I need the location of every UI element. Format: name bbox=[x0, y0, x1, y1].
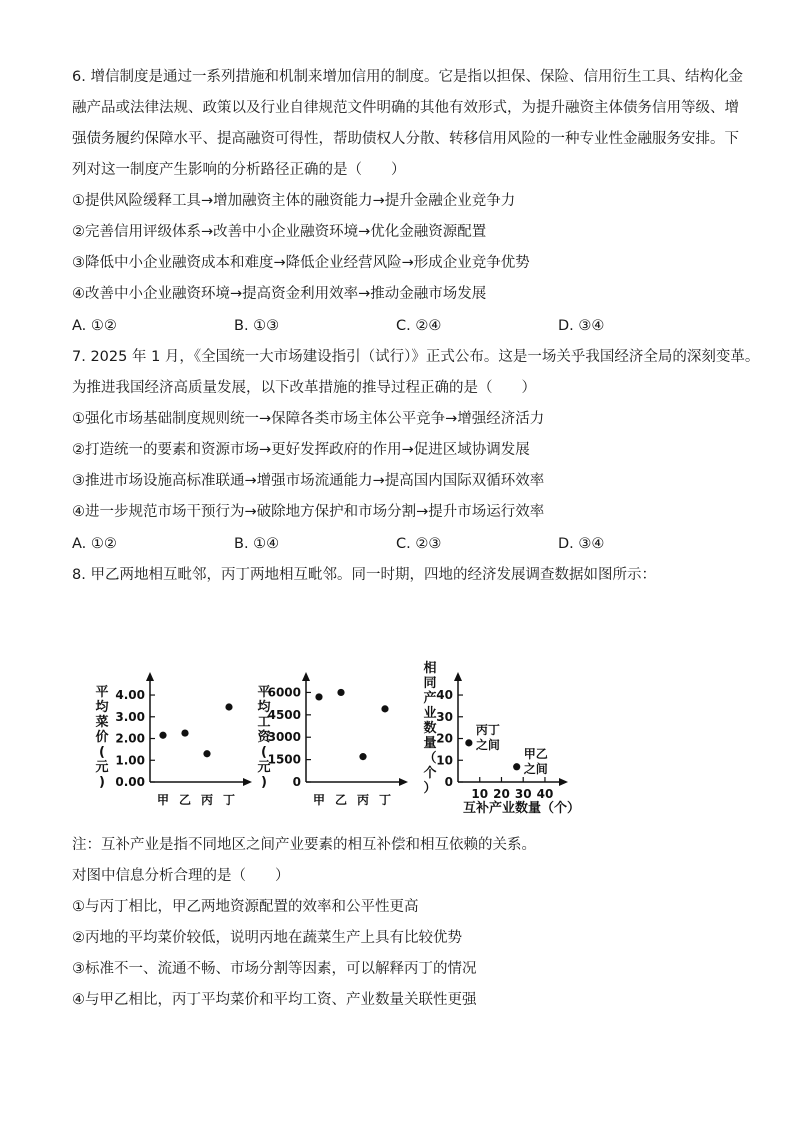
chart3-x-arrow bbox=[559, 778, 568, 786]
chart3-xtick-label: 40 bbox=[536, 787, 554, 801]
chart3-point bbox=[513, 763, 520, 770]
chart2-xtick-label: 甲 bbox=[312, 793, 326, 807]
chart1-ylabel: 平均菜价(元) bbox=[95, 685, 109, 790]
chart1-ytick-label: 3.00 bbox=[115, 709, 145, 724]
question-8-item: ②丙地的平均菜价较低，说明丙地在蔬菜生产上具有比较优势 bbox=[72, 930, 462, 946]
chart2-point bbox=[359, 753, 366, 760]
question-6-item: ④改善中小企业融资环境→提高资金利用效率→推动金融市场发展 bbox=[72, 286, 487, 302]
question-7-item: ③推进市场设施高标准联通→增强市场流通能力→提高国内国际双循环效率 bbox=[72, 473, 545, 489]
question-8-body bbox=[72, 830, 727, 1016]
chart1-point bbox=[225, 703, 232, 710]
chart1-xtick-label: 丁 bbox=[222, 793, 236, 807]
chart3-xtick-label: 20 bbox=[493, 787, 510, 801]
chart1-x-arrow bbox=[243, 778, 252, 786]
question-8-charts bbox=[0, 640, 794, 825]
chart2-ylabel: 平均工资(元) bbox=[257, 685, 271, 790]
chart2-ytick-label: 1500 bbox=[267, 752, 301, 767]
question-8-item: ①与丙丁相比，甲乙两地资源配置的效率和公平性更高 bbox=[72, 899, 419, 915]
question-7-options bbox=[72, 536, 727, 560]
chart1-point bbox=[203, 750, 210, 757]
chart3-xlabel: 互补产业数量（个） bbox=[463, 801, 581, 816]
chart1-ytick-label: 2.00 bbox=[115, 731, 145, 746]
chart3-xtick-label: 10 bbox=[471, 787, 489, 801]
chart3-point-label: 之间 bbox=[523, 761, 548, 776]
question-7-line: 为推进我国经济高质量发展，以下改革措施的推导过程正确的是（ ） bbox=[72, 380, 536, 396]
chart2-xtick-label: 丙 bbox=[356, 793, 370, 807]
option-a[interactable]: A. ①② bbox=[72, 318, 117, 334]
option-b[interactable]: B. ①③ bbox=[234, 318, 280, 334]
chart-industry-counts bbox=[423, 660, 580, 816]
chart3-y-arrow bbox=[454, 672, 462, 681]
chart-average-vegetable-price bbox=[95, 672, 252, 807]
chart3-ylabel: 相同产业数量（个） bbox=[423, 661, 437, 796]
chart1-xtick-label: 乙 bbox=[178, 793, 192, 807]
chart1-point bbox=[181, 729, 188, 736]
option-d[interactable]: D. ③④ bbox=[558, 318, 605, 334]
option-c[interactable]: C. ②④ bbox=[396, 318, 442, 334]
question-7-item: ①强化市场基础制度规则统一→保障各类市场主体公平竞争→增强经济活力 bbox=[72, 411, 545, 427]
question-6-item: ②完善信用评级体系→改善中小企业融资环境→优化金融资源配置 bbox=[72, 224, 487, 240]
question-6-line: 强债务履约保障水平、提高融资可得性，帮助债权人分散、转移信用风险的一种专业性金融服务安排。下 bbox=[72, 131, 739, 147]
option-a[interactable]: A. ①② bbox=[72, 536, 117, 552]
chart1-xtick-label: 丙 bbox=[200, 793, 214, 807]
question-6-options bbox=[72, 318, 727, 342]
option-c[interactable]: C. ②③ bbox=[396, 536, 442, 552]
question-7-stem bbox=[72, 342, 760, 528]
option-d[interactable]: D. ③④ bbox=[558, 536, 605, 552]
chart3-point-label: 之间 bbox=[475, 737, 500, 752]
question-6-item: ③降低中小企业融资成本和难度→降低企业经营风险→形成企业竞争优势 bbox=[72, 255, 530, 271]
question-8-item: ④与甲乙相比，丙丁平均菜价和平均工资、产业数量关联性更强 bbox=[72, 992, 477, 1008]
option-b[interactable]: B. ①④ bbox=[234, 536, 280, 552]
chart2-ytick-label: 3000 bbox=[267, 730, 301, 745]
question-7-item: ②打造统一的要素和资源市场→更好发挥政府的作用→促进区域协调发展 bbox=[72, 442, 530, 458]
question-7-item: ④进一步规范市场干预行为→破除地方保护和市场分割→提升市场运行效率 bbox=[72, 504, 545, 520]
chart3-point bbox=[465, 739, 472, 746]
question-8-intro bbox=[72, 560, 727, 591]
chart3-point-label: 丙丁 bbox=[475, 722, 500, 737]
chart1-y-arrow bbox=[146, 672, 154, 681]
question-6-line: 融产品或法律法规、政策以及行业自律规范文件明确的其他有效形式，为提升融资主体债务信用等级、增 bbox=[72, 100, 739, 116]
chart1-xtick-label: 甲 bbox=[156, 793, 170, 807]
chart2-point bbox=[381, 705, 388, 712]
question-6-stem bbox=[72, 62, 743, 310]
chart1-ytick-label: 4.00 bbox=[115, 688, 145, 703]
chart3-ytick-label: 40 bbox=[436, 688, 453, 703]
chart3-xtick-label: 30 bbox=[514, 787, 532, 801]
chart1-ytick-label: 1.00 bbox=[115, 753, 145, 768]
chart2-ytick-label: 6000 bbox=[267, 685, 301, 700]
question-6-item: ①提供风险缓释工具→增加融资主体的融资能力→提升金融企业竞争力 bbox=[72, 193, 516, 209]
chart2-xtick-label: 丁 bbox=[378, 793, 392, 807]
chart2-ytick-label: 0 bbox=[292, 775, 301, 789]
chart2-ytick-label: 4500 bbox=[267, 707, 301, 722]
chart3-point-label: 甲乙 bbox=[523, 746, 548, 761]
chart3-ytick-label: 20 bbox=[436, 731, 453, 746]
question-6-line: 6. 增信制度是通过一系列措施和机制来增加信用的制度。它是指以担保、保险、信用衍生工具、结构化金 bbox=[72, 69, 743, 85]
chart3-ytick-label: 30 bbox=[436, 709, 453, 724]
chart2-point bbox=[337, 689, 344, 696]
question-8-question: 对图中信息分析合理的是（ ） bbox=[72, 868, 290, 884]
chart3-ytick-label: 0 bbox=[444, 775, 453, 789]
chart-average-wage bbox=[257, 672, 408, 807]
chart3-ytick-label: 10 bbox=[436, 753, 453, 768]
question-8-item: ③标准不一、流通不畅、市场分割等因素，可以解释丙丁的情况 bbox=[72, 961, 477, 977]
chart-note: 注：互补产业是指不同地区之间产业要素的相互补偿和相互依赖的关系。 bbox=[72, 837, 536, 853]
question-8-line: 8. 甲乙两地相互毗邻，丙丁两地相互毗邻。同一时期，四地的经济发展调查数据如图所示： bbox=[72, 567, 656, 583]
chart2-point bbox=[315, 693, 322, 700]
question-7-line: 7. 2025 年 1 月，《全国统一大市场建设指引（试行）》正式公布。这是一场关乎我国经济全局的深刻变革。 bbox=[72, 349, 760, 365]
chart2-xtick-label: 乙 bbox=[334, 793, 348, 807]
chart1-ytick-label: 0.00 bbox=[115, 775, 145, 789]
chart2-x-arrow bbox=[399, 778, 408, 786]
question-6-line: 列对这一制度产生影响的分析路径正确的是（ ） bbox=[72, 162, 406, 178]
chart1-point bbox=[159, 732, 166, 739]
chart2-y-arrow bbox=[302, 672, 310, 681]
